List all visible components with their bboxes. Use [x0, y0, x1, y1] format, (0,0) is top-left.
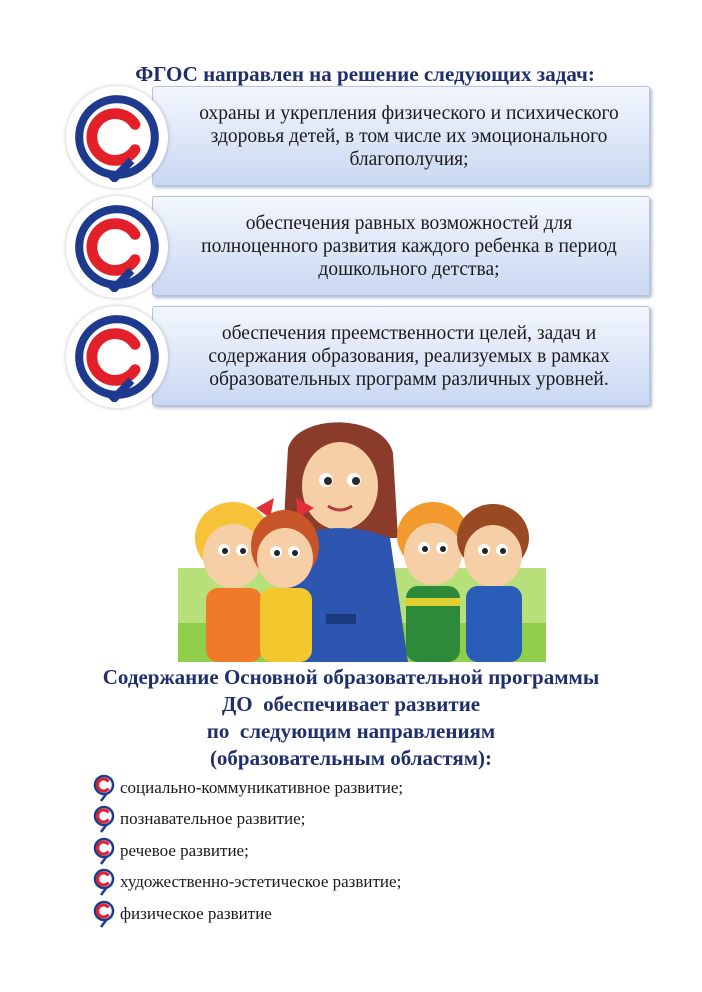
heading-line-2: ДО обеспечивает развитие: [221, 692, 481, 716]
fgos-logo-icon: [66, 306, 168, 408]
heading-line-1: Содержание Основной образовательной программы: [102, 665, 600, 689]
list-item: [92, 898, 403, 930]
task-3-line-3: образовательных программ различных уровней.: [209, 368, 609, 390]
task-3-line-1: обеспечения преемственности целей, задач и: [221, 322, 597, 344]
program-content-heading: [0, 664, 702, 772]
task-2-line-2: полноценного развития каждого ребенка в период: [201, 235, 617, 257]
task-box-1: [152, 86, 650, 186]
area-label: социально-коммуникативное развитие;: [120, 777, 404, 797]
task-1-line-3: благополучия;: [349, 148, 469, 170]
area-label: физическое развитие: [120, 903, 272, 923]
fgos-bullet-icon: [92, 837, 116, 865]
list-item: [92, 835, 403, 867]
task-2-line-1: обеспечения равных возможностей для: [245, 212, 573, 234]
fgos-logo-icon: [66, 86, 168, 188]
list-item: [92, 804, 403, 836]
task-box-3: [152, 306, 650, 406]
list-item: [92, 772, 403, 804]
area-label: речевое развитие;: [120, 840, 249, 860]
fgos-bullet-icon: [92, 774, 116, 802]
teacher-children-illustration: [178, 418, 546, 662]
fgos-logo-icon: [66, 196, 168, 298]
fgos-bullet-icon: [92, 868, 116, 896]
heading-line-4: (образовательным областям):: [209, 746, 493, 770]
heading-line-3: по следующим направлениям: [206, 719, 496, 743]
educational-areas-list: [92, 772, 403, 930]
task-box-2: [152, 196, 650, 296]
area-label: художественно-эстетическое развитие;: [120, 872, 402, 892]
task-1-line-1: охраны и укрепления физического и психического: [199, 102, 619, 124]
task-1-line-2: здоровья детей, в том числе их эмоционального: [210, 125, 608, 147]
task-2-line-3: дошкольного детства;: [318, 258, 500, 280]
task-3-line-2: содержания образования, реализуемых в рамках: [208, 345, 610, 367]
page-title: ФГОС направлен на решение следующих задач:: [135, 62, 595, 86]
fgos-bullet-icon: [92, 900, 116, 928]
area-label: познавательное развитие;: [120, 809, 306, 829]
list-item: [92, 867, 403, 899]
fgos-bullet-icon: [92, 805, 116, 833]
